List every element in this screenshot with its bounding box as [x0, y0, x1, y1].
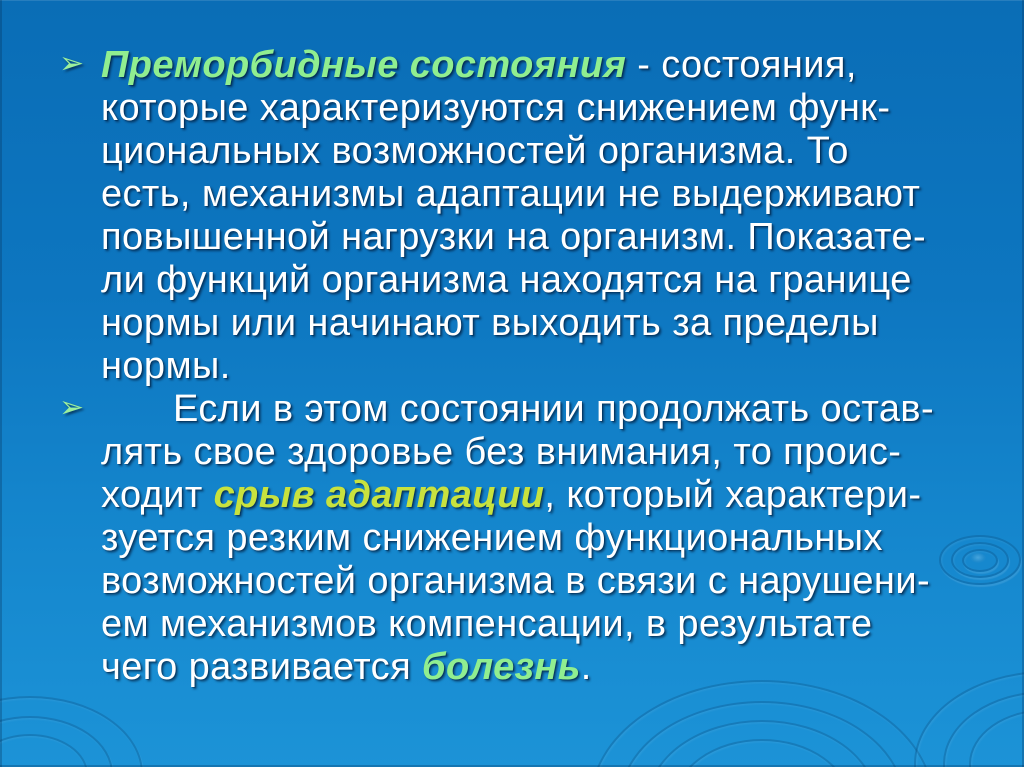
water-ripple-ring	[943, 691, 1024, 767]
text-segment: Если в этом состоянии продолжать остав-	[173, 388, 935, 430]
text-line	[101, 560, 979, 603]
text-line	[101, 87, 979, 130]
text-line	[101, 474, 979, 517]
slide-content	[59, 44, 979, 689]
bullet-item	[59, 44, 979, 388]
text-segment: .	[580, 646, 592, 688]
text-segment: ходит	[101, 474, 214, 516]
bullet-arrow-icon: ➢	[59, 47, 85, 80]
water-ripple-ring	[0, 734, 88, 767]
text-line	[101, 388, 979, 431]
text-line	[101, 173, 979, 216]
water-ripple-ring	[969, 709, 1024, 767]
highlighted-term: болезнь	[422, 646, 581, 688]
bullet-arrow-icon: ➢	[59, 391, 85, 424]
text-segment: лять свое здоровье без внимания, то проис-	[101, 431, 902, 473]
text-line	[101, 302, 979, 345]
text-line	[101, 517, 979, 560]
text-segment: ли функций организма находятся на границе	[101, 259, 912, 301]
text-segment: , который характери-	[544, 474, 922, 516]
text-line	[101, 646, 979, 689]
text-segment: есть, механизмы адаптации не выдерживают	[101, 173, 921, 215]
bullet-item	[59, 388, 979, 689]
text-segment: которые характеризуются снижением функ-	[101, 87, 891, 129]
text-segment: повышенной нагрузки на организм. Показате-	[101, 216, 927, 258]
text-line	[101, 130, 979, 173]
water-ripple-ring	[0, 696, 143, 767]
water-ripple-ring	[0, 716, 113, 767]
text-segment: циональных возможностей организма. То	[101, 130, 849, 172]
highlighted-term: Преморбидные состояния	[101, 44, 627, 86]
text-segment: чего развивается	[101, 646, 423, 688]
text-line	[101, 603, 979, 646]
text-line	[101, 431, 979, 474]
text-segment: возможностей организма в связи с нарушени-	[101, 560, 930, 602]
text-segment: нормы.	[101, 345, 231, 387]
text-line	[101, 259, 979, 302]
text-segment: ем механизмов компенсации, в результате	[101, 603, 873, 645]
text-segment: зуется резким снижением функциональных	[101, 517, 883, 559]
bullet-text	[101, 388, 979, 689]
highlighted-term: срыв адаптации	[213, 474, 545, 516]
water-ripple-ring	[674, 739, 850, 767]
text-line	[101, 216, 979, 259]
water-ripple-ring	[647, 720, 877, 767]
bullet-text	[101, 44, 979, 388]
text-line	[101, 345, 979, 388]
text-line	[101, 44, 979, 87]
water-ripple-ring	[590, 680, 934, 767]
water-ripple-ring	[619, 701, 905, 767]
text-segment: нормы или начинают выходить за пределы	[101, 302, 879, 344]
text-segment: - состояния,	[626, 44, 857, 86]
